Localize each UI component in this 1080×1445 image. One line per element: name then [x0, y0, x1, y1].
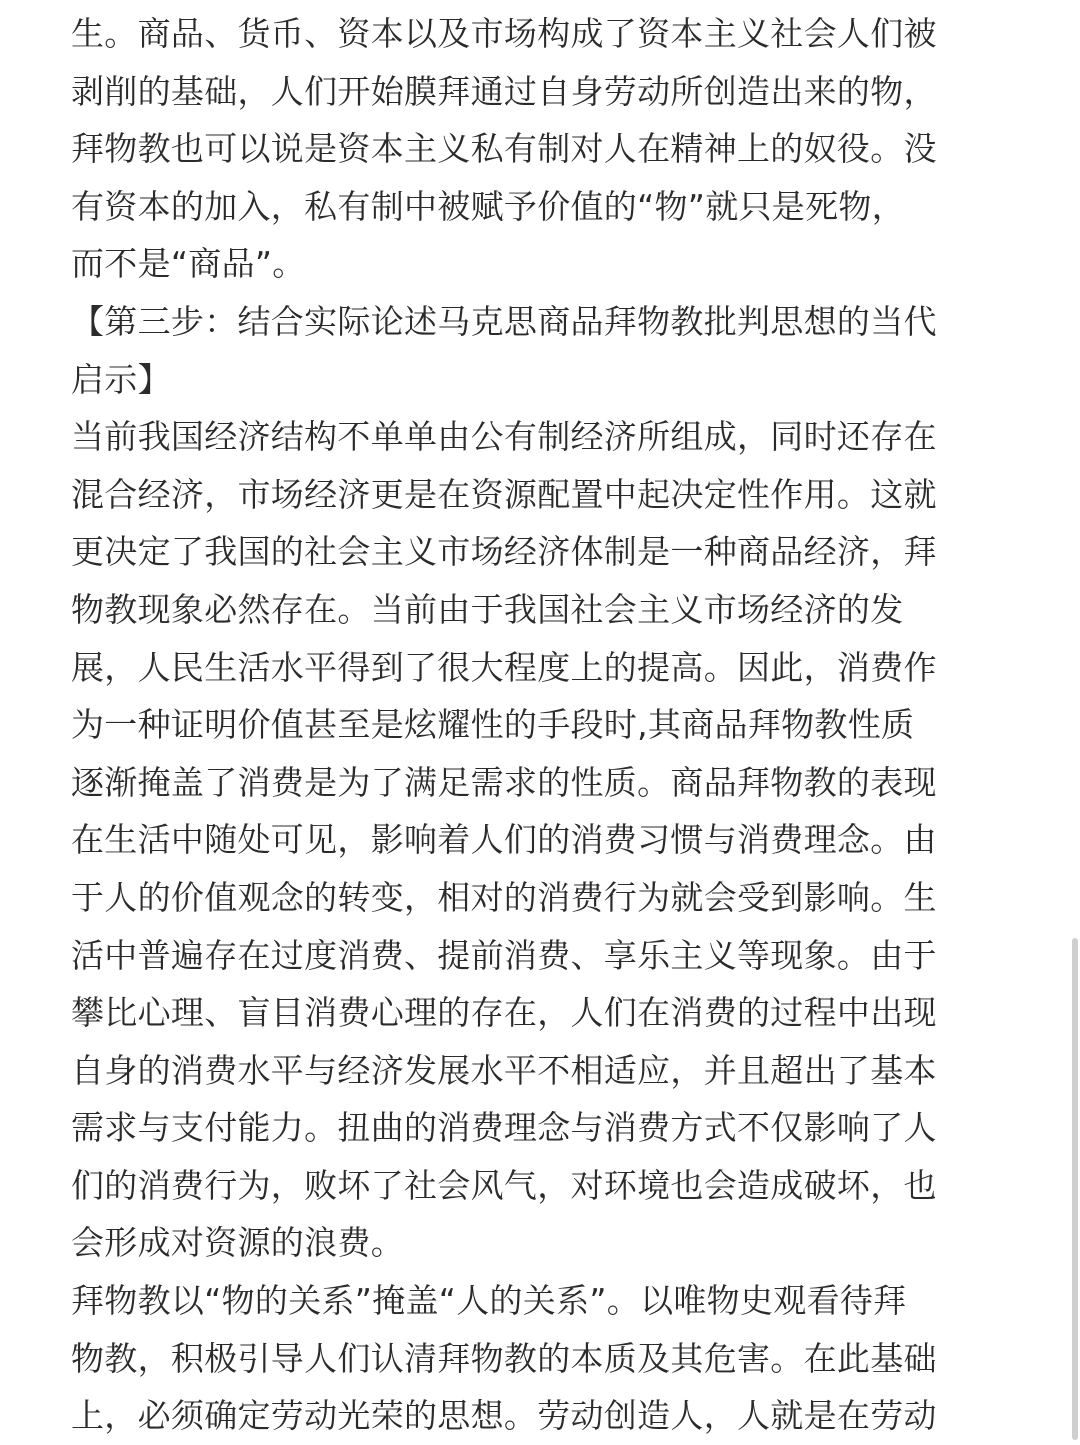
- text-line: 在生活中随处可见，影响着人们的消费习惯与消费理念。由: [71, 820, 937, 860]
- text-line: 展，人民生活水平得到了很大程度上的提高。因此，消费作: [71, 647, 937, 687]
- text-line: 拜物教也可以说是资本主义私有制对人在精神上的奴役。没: [71, 129, 937, 169]
- text-line: 攀比心理、盲目消费心理的存在，人们在消费的过程中出现: [71, 993, 937, 1033]
- text-line: 为一种证明价值甚至是炫耀性的手段时,其商品拜物教性质: [71, 705, 915, 745]
- vertical-scrollbar[interactable]: [1072, 938, 1078, 1440]
- text-line: 们的消费行为，败坏了社会风气，对环境也会造成破坏，也: [71, 1165, 937, 1205]
- text-line: 需求与支付能力。扭曲的消费理念与消费方式不仅影响了人: [71, 1108, 937, 1148]
- article-text: [71, 5, 1011, 1445]
- text-line: 活中普遍存在过度消费、提前消费、享乐主义等现象。由于: [71, 935, 937, 975]
- text-line: 物教现象必然存在。当前由于我国社会主义市场经济的发: [71, 589, 904, 629]
- text-line: 更决定了我国的社会主义市场经济体制是一种商品经济，拜: [71, 532, 937, 572]
- section-heading-line: 启示】: [71, 359, 171, 399]
- text-line: 物教，积极引导人们认清拜物教的本质及其危害。在此基础: [71, 1338, 937, 1378]
- text-line: 自身的消费水平与经济发展水平不相适应，并且超出了基本: [71, 1050, 937, 1090]
- text-line: 上，必须确定劳动光荣的思想。劳动创造人，人就是在劳动: [71, 1396, 937, 1436]
- text-line: 会形成对资源的浪费。: [71, 1223, 404, 1263]
- text-line: 拜物教以“物的关系”掩盖“人的关系”。以唯物史观看待拜: [71, 1281, 907, 1321]
- text-line: 当前我国经济结构不单单由公有制经济所组成，同时还存在: [71, 417, 937, 457]
- text-line: 混合经济，市场经济更是在资源配置中起决定性作用。这就: [71, 474, 937, 514]
- text-line: 而不是“商品”。: [71, 244, 306, 284]
- text-line: 有资本的加入，私有制中被赋予价值的“物”就只是死物，: [71, 186, 905, 226]
- text-line: 剥削的基础，人们开始膜拜通过自身劳动所创造出来的物，: [71, 71, 937, 111]
- text-line: 于人的价值观念的转变，相对的消费行为就会受到影响。生: [71, 877, 937, 917]
- text-line: 逐渐掩盖了消费是为了满足需求的性质。商品拜物教的表现: [71, 762, 937, 802]
- text-line: 生。商品、货币、资本以及市场构成了资本主义社会人们被: [71, 14, 937, 53]
- section-heading-line: 【第三步：结合实际论述马克思商品拜物教批判思想的当代: [71, 301, 937, 341]
